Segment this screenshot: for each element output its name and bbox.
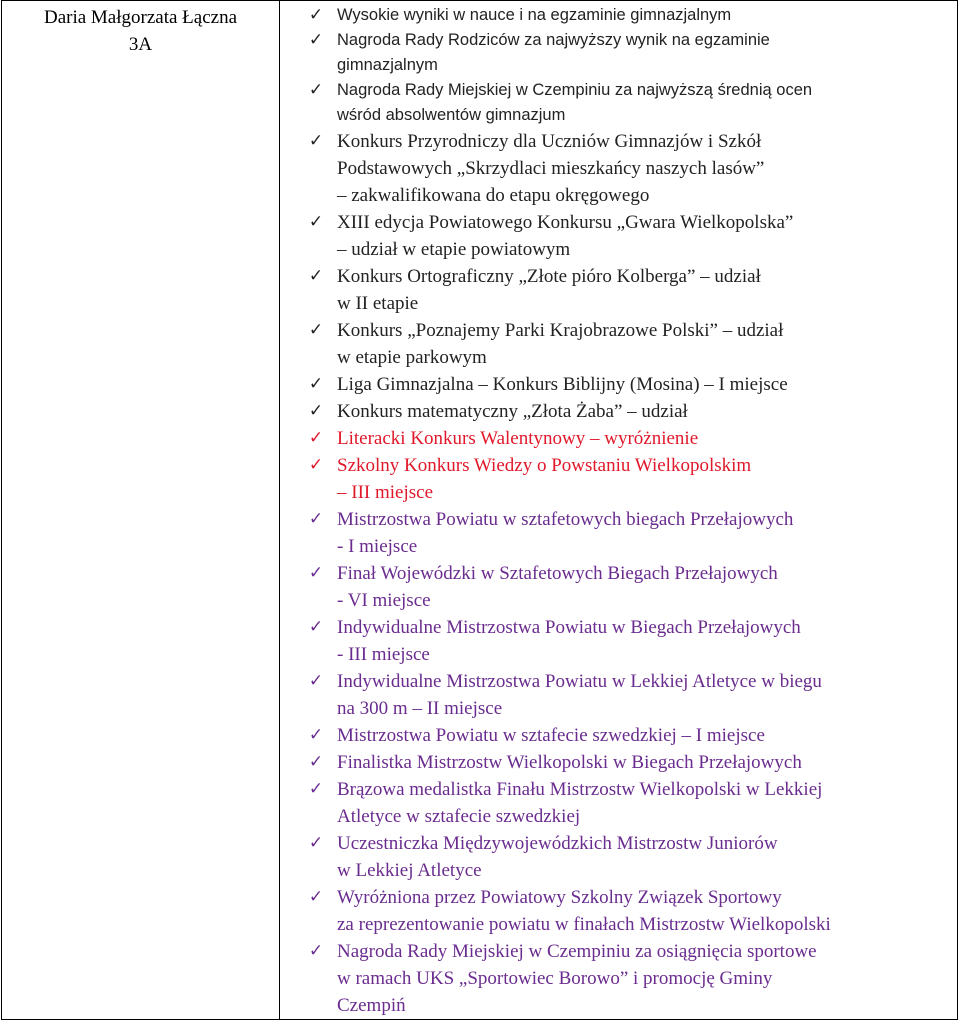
list-item [280,749,957,776]
achievement-text-line: Czempiń [337,995,406,1016]
achievement-text-line: XIII edycja Powiatowego Konkursu „Gwara Wielkopolska” [337,212,794,233]
list-item [280,614,957,668]
student-info [2,1,279,58]
list-item [280,506,957,560]
checkmark-icon: ✓ [308,320,324,340]
checkmark-icon: ✓ [308,752,324,772]
achievement-text-line: Podstawowych „Skrzydlaci mieszkańcy naszych lasów” [337,158,765,179]
achievement-text-line: Mistrzostwa Powiatu w sztafetowych biegach Przełajowych [337,509,794,530]
achievement-text-line: w ramach UKS „Sportowiec Borowo” i promocję Gminy [337,968,773,989]
checkmark-icon: ✓ [308,401,324,421]
checkmark-icon: ✓ [308,563,324,583]
checkmark-icon: ✓ [308,617,324,637]
achievement-text-line: Atletyce w sztafecie szwedzkiej [337,806,581,827]
achievement-text-line: w etapie parkowym [337,347,487,368]
list-item [280,938,957,1019]
list-item [280,209,957,263]
checkmark-icon: ✓ [308,779,324,799]
achievement-text-line: Wysokie wyniki w nauce i na egzaminie gimnazjalnym [337,6,732,24]
achievement-text-line: – zakwalifikowana do etapu okręgowego [337,185,650,206]
achievement-text-line: – III miejsce [337,482,434,503]
student-name: Daria Małgorzata Łączna [43,7,238,28]
achievement-text-line: Liga Gimnazjalna – Konkurs Biblijny (Mosina) – I miejsce [337,374,788,395]
checkmark-icon: ✓ [308,455,324,475]
achievement-text-line: za reprezentowanie powiatu w finałach Mistrzostw Wielkopolski [337,914,831,935]
list-item [280,668,957,722]
checkmark-icon: ✓ [308,725,324,745]
achievement-text-line: Wyróżniona przez Powiatowy Szkolny Związek Sportowy [337,887,782,908]
achievement-text-line: Konkurs Ortograficzny „Złote pióro Kolberga” – udział [337,266,761,287]
list-item [280,884,957,938]
table-row [2,1,958,1020]
achievement-text-line: Konkurs Przyrodniczy dla Uczniów Gimnazjów i Szkół [337,131,762,152]
list-item [280,263,957,317]
achievement-text-line: Mistrzostwa Powiatu w sztafecie szwedzkiej – I miejsce [337,725,765,746]
achievement-text-line: Konkurs „Poznajemy Parki Krajobrazowe Polski” – udział [337,320,784,341]
list-item [280,722,957,749]
achievement-text-line: na 300 m – II miejsce [337,698,503,719]
list-item [280,371,957,398]
achievement-text-line: Nagroda Rady Rodziców za najwyższy wynik na egzaminie [337,31,770,49]
list-item [280,560,957,614]
achievement-text-line: Nagroda Rady Miejskiej w Czempiniu za najwyższą średnią ocen [337,81,813,99]
list-item [280,78,957,128]
student-class: 3A [128,34,153,55]
checkmark-icon: ✓ [308,212,324,232]
achievement-text-line: – udział w etapie powiatowym [337,239,571,260]
checkmark-icon: ✓ [308,428,324,448]
achievement-text-line: - I miejsce [337,536,418,557]
list-item [280,776,957,830]
achievement-text-line: Brązowa medalistka Finału Mistrzostw Wielkopolski w Lekkiej [337,779,823,800]
checkmark-icon: ✓ [308,266,324,286]
achievement-text-line: w Lekkiej Atletyce [337,860,482,881]
achievement-text-line: Uczestniczka Międzywojewódzkich Mistrzostw Juniorów [337,833,778,854]
achievement-text-line: Indywidualne Mistrzostwa Powiatu w Biegach Przełajowych [337,617,801,638]
achievement-text-line: Konkurs matematyczny „Złota Żaba” – udział [337,401,688,422]
achievement-text-line: Indywidualne Mistrzostwa Powiatu w Lekkiej Atletyce w biegu [337,671,822,692]
achievement-text-line: Nagroda Rady Miejskiej w Czempiniu za osiągnięcia sportowe [337,941,817,962]
checkmark-icon: ✓ [308,30,324,50]
achievements-cell [280,1,958,1020]
achievement-text-line: - VI miejsce [337,590,431,611]
list-item [280,317,957,371]
achievement-text-line: gimnazjalnym [337,56,438,74]
achievement-text-line: Finalistka Mistrzostw Wielkopolski w Biegach Przełajowych [337,752,802,773]
list-item [280,425,957,452]
checkmark-icon: ✓ [308,833,324,853]
checkmark-icon: ✓ [308,80,324,100]
checkmark-icon: ✓ [308,509,324,529]
achievement-text-line: - III miejsce [337,644,430,665]
student-cell [2,1,280,1020]
checkmark-icon: ✓ [308,131,324,151]
achievement-text-line: wśród absolwentów gimnazjum [337,106,566,124]
achievements-list [280,1,957,1019]
list-item [280,3,957,28]
list-item [280,830,957,884]
achievement-text-line: Szkolny Konkurs Wiedzy o Powstaniu Wielkopolskim [337,455,752,476]
achievement-text-line: Literacki Konkurs Walentynowy – wyróżnienie [337,428,699,449]
achievement-text-line: Finał Wojewódzki w Sztafetowych Biegach Przełajowych [337,563,778,584]
list-item [280,452,957,506]
list-item [280,28,957,78]
checkmark-icon: ✓ [308,671,324,691]
list-item [280,398,957,425]
checkmark-icon: ✓ [308,5,324,25]
checkmark-icon: ✓ [308,887,324,907]
achievement-text-line: w II etapie [337,293,419,314]
awards-table [1,0,958,1020]
list-item [280,128,957,209]
checkmark-icon: ✓ [308,941,324,961]
checkmark-icon: ✓ [308,374,324,394]
